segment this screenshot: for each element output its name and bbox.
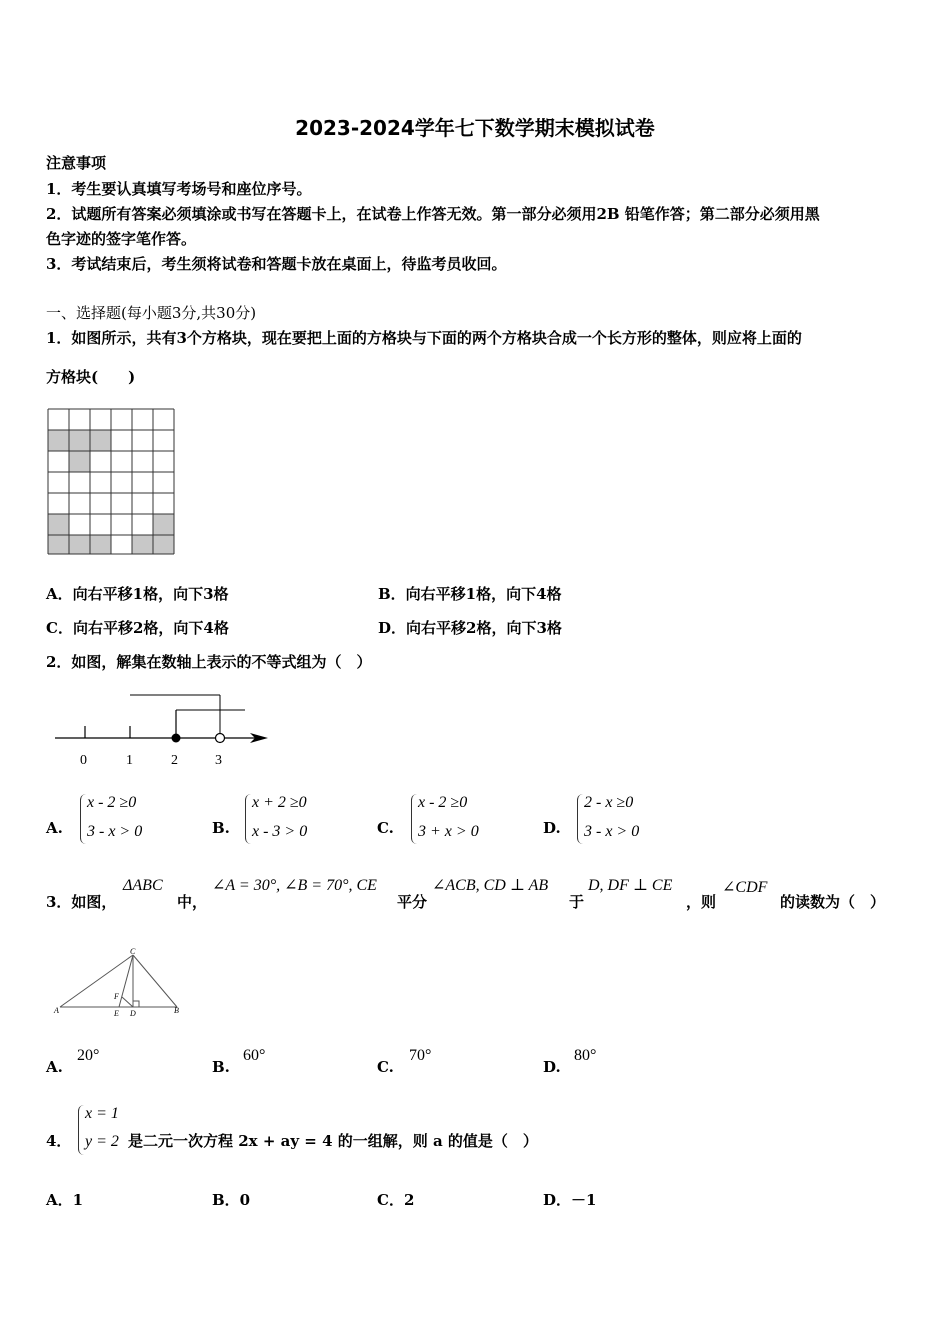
option-a[interactable]: A．向右平移1格，向下3格 — [46, 585, 229, 603]
option-d[interactable]: D．－1 — [543, 1191, 597, 1209]
triangle-abc: ΔABC — [123, 877, 163, 894]
shaded-cell — [153, 514, 174, 535]
option-d[interactable]: D. — [543, 819, 561, 837]
shaded-cell — [48, 514, 69, 535]
shaded-cell — [48, 535, 69, 554]
system-line: x - 3 > 0 — [252, 823, 308, 840]
brace-icon — [411, 794, 418, 844]
axis-label: 0 — [80, 753, 87, 768]
grid-figure — [47, 408, 177, 556]
option-b[interactable]: B. — [212, 819, 230, 837]
shaded-cell — [69, 451, 90, 472]
notice-item: 3．考试结束后，考生须将试卷和答题卡放在桌面上，待监考员收回。 — [46, 255, 507, 273]
option-a[interactable]: A．1 — [46, 1191, 84, 1209]
open-dot — [216, 734, 225, 743]
option-a[interactable]: A. — [46, 819, 63, 837]
system-line: y = 2 — [85, 1133, 119, 1150]
question-3-prefix: 3．如图， — [46, 893, 117, 911]
vertex-label: F — [114, 992, 119, 1001]
option-d-value: 80° — [574, 1047, 597, 1064]
question-3-text: 中， — [177, 893, 208, 911]
shaded-cell — [132, 535, 153, 554]
system-line: x = 1 — [85, 1105, 119, 1122]
shaded-cell — [90, 430, 111, 451]
option-c[interactable]: C．2 — [377, 1191, 415, 1209]
notice-item: 2．试题所有答案必须填涂或书写在答题卡上，在试卷上作答无效。第一部分必须用2B 铅笔作答；第二部分必须用黑 — [46, 205, 820, 223]
angle-cdf: ∠CDF — [722, 879, 768, 896]
system-line: 3 - x > 0 — [584, 823, 640, 840]
vertex-label: D — [130, 1009, 136, 1018]
option-d[interactable]: D．向右平移2格，向下3格 — [378, 619, 562, 637]
question-3-tail: 的读数为（ ） — [780, 893, 886, 911]
axis-label: 2 — [171, 753, 178, 768]
question-2-stem: 2．如图，解集在数轴上表示的不等式组为（ ） — [46, 653, 372, 671]
brace-icon — [78, 1105, 85, 1155]
brace-icon — [80, 794, 87, 844]
axis-label: 3 — [215, 753, 222, 768]
system-line: x + 2 ≥0 — [252, 794, 307, 811]
option-b-value: 60° — [243, 1047, 266, 1064]
shaded-cell — [69, 535, 90, 554]
shaded-cell — [48, 430, 69, 451]
axis-label: 1 — [126, 753, 133, 768]
question-4-number: 4． — [46, 1132, 72, 1150]
vertex-label: E — [114, 1009, 119, 1018]
question-4-stem: 是二元一次方程 2x + ay = 4 的一组解，则 a 的值是（ ） — [128, 1132, 538, 1150]
closed-dot — [172, 734, 181, 743]
system-line: x - 2 ≥0 — [418, 794, 468, 811]
vertex-label: C — [130, 947, 136, 956]
option-b[interactable]: B. — [212, 1058, 230, 1076]
option-b[interactable]: B．向右平移1格，向下4格 — [378, 585, 562, 603]
brace-icon — [577, 794, 584, 844]
option-c-value: 70° — [409, 1047, 432, 1064]
shaded-cell — [153, 535, 174, 554]
page-title: 2023-2024学年七下数学期末模拟试卷 — [295, 116, 655, 140]
system-line: 3 + x > 0 — [418, 823, 479, 840]
question-3-text: 于 — [569, 893, 585, 911]
notice-item: 色字迹的签字笔作答。 — [46, 230, 197, 248]
question-3-condition: ∠ACB, CD ⊥ AB — [432, 877, 549, 894]
shaded-cell — [90, 535, 111, 554]
number-line-figure — [50, 690, 280, 775]
system-line: 2 - x ≥0 — [584, 794, 634, 811]
option-c[interactable]: C. — [377, 1058, 394, 1076]
option-c[interactable]: C．向右平移2格，向下4格 — [46, 619, 229, 637]
option-a-value: 20° — [77, 1047, 100, 1064]
triangle-figure — [52, 945, 187, 1020]
option-c[interactable]: C. — [377, 819, 394, 837]
question-3-condition: ∠A = 30°, ∠B = 70°, CE — [212, 877, 377, 894]
vertex-label: B — [174, 1006, 179, 1015]
notice-heading: 注意事项 — [46, 154, 107, 172]
question-3-condition: D, DF ⊥ CE — [588, 877, 673, 894]
option-a[interactable]: A. — [46, 1058, 63, 1076]
question-3-text: 平分 — [397, 893, 428, 911]
notice-item: 1．考生要认真填写考场号和座位序号。 — [46, 180, 312, 198]
vertex-label: A — [54, 1006, 59, 1015]
shaded-cell — [69, 430, 90, 451]
section-heading: 一、选择题(每小题3分,共30分) — [46, 304, 257, 322]
question-1-line1: 1．如图所示，共有3个方格块，现在要把上面的方格块与下面的两个方格块合成一个长方形的整体，则应将上面的 — [46, 329, 802, 347]
option-b[interactable]: B．0 — [212, 1191, 251, 1209]
option-d[interactable]: D. — [543, 1058, 561, 1076]
question-3-text: ，则 — [686, 893, 717, 911]
system-line: x - 2 ≥0 — [87, 794, 137, 811]
system-line: 3 - x > 0 — [87, 823, 143, 840]
question-1-line2: 方格块( ) — [46, 368, 136, 386]
brace-icon — [245, 794, 252, 844]
